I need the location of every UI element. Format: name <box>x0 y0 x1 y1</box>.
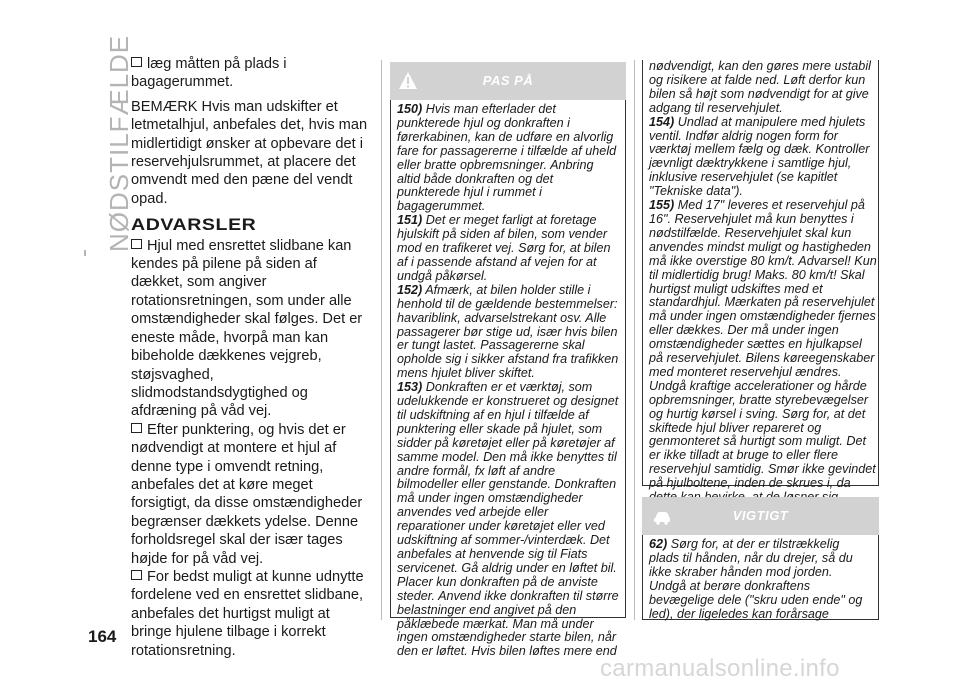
paragraph: Hjul med ensrettet slidbane kan kendes på pilene på siden af dækket, som angiver rotationsretningen, som under alle omstændigheder skal følges. Det er eneste måde, hvorpå man kan bibeholde dækkenes vejgreb, støjsvaghed, slidmodstandsdygtighed og afdræning på våd vej. <box>131 237 363 420</box>
checkbox-bullet-icon <box>131 239 142 249</box>
important-box-body <box>642 535 879 620</box>
watermark: carmanualsonline.info <box>600 655 840 682</box>
warning-item: 152) Afmærk, at bilen holder stille i henhold til de gældende bestemmelser: havariblink, advarselstrekant osv. Alle passagerer bør stige ud, især hvis bilen er tungt lastet. Passagererne skal opholde sig i sikker afstand fra trafikken mens hjulet bliver skiftet. <box>397 282 619 381</box>
note-paragraph: BEMÆRK Hvis man udskifter et letmetalhjul, anbefales det, hvis man midlertidigt ønsker at opbevare det i reservehjulsrummet, at placere det omvendt med den pæne del vendt opad. <box>131 98 368 207</box>
chapter-title-text: NØDSTILFÆLDE <box>104 34 134 252</box>
important-box-header <box>642 497 879 535</box>
warning-box-title: PAS PÅ <box>482 73 534 88</box>
chapter-marker <box>84 250 86 256</box>
paragraph: læg måtten på plads i bagagerummet. <box>131 56 287 91</box>
important-item: 62) Sørg for, at der er tilstrækkelig plads til hånden, når du drejer, så du ikke skraber hånden mod jorden. Undgå at berøre donkraftens bevægelige dele ("skru uden ende" og led), der ligeledes kan forårsage <box>649 537 863 621</box>
warning-text: nødvendigt, kan den gøres mere ustabil og risikere at falde ned. Løft derfor kun bilen så højt som nødvendigt for at give adgang til reservehjulet. <box>649 59 871 115</box>
warning-item: 153) Donkraften er et værktøj, som udelukkende er konstrueret og designet til udskiftning af en hjul i tilfælde af punktering eller skade på hjulet, som sidder på køretøjet eller på køretøjer af samme model. Den må ikke benyttes til andre formål, fx løft af andre bilmodeller eller genstande. Donkraften må under ingen omstændigheder anvendes ved arbejde eller reparationer under køretøjet eller ved udskiftning af sommer-/vinterdæk. Det anbefales at henvende sig til Fiats servicenet. Gå aldrig under en løftet bil. Placer kun donkraften på de anviste steder. Anvend ikke donkraften til større belastninger end angivet på den påklæbede mærkat. Man må under ingen omstændigheder starte bilen, når den er løftet. Hvis bilen løftes mere end <box>397 380 619 659</box>
checkbox-bullet-icon <box>131 423 142 433</box>
box-continuation-border-left <box>642 60 643 485</box>
warning-item: 154) Undlad at manipulere med hjulets ventil. Indfør aldrig nogen form for værktøj mellem fælg og dæk. Kontroller jævnligt dæktrykkene i samtlige hjul, inklusive reservehjulet (se kapitlet "Tekniske data"). <box>649 114 870 199</box>
chapter-title <box>78 34 134 252</box>
section-heading: ADVARSLER <box>131 215 257 235</box>
main-text-column <box>131 55 371 660</box>
important-box-title: VIGTIGT <box>732 508 789 523</box>
warning-item: 155) Med 17" leveres et reservehjul på 16". Reservehjulet må kun benyttes i nødstilfælde. Reservehjulet skal kun anvendes mindst muligt og hastigheden må ikke overstige 80 km/t. Advarsel! Kun til midlertidig brug! Maks. 80 km/t! Skal hurtigst muligt udskiftes med et standardhjul. Mærkaten på reservehjulet må under ingen omstændigheder fjernes eller dækkes. Der må under ingen omstændigheder sættes en hjulkapsel på reservehjulet. Bilens køreegenskaber med monteret reservehjul ændres. Undgå kraftige accelerationer og hårde opbremsninger, bratte styrebevægelser og hurtig kørsel i sving. Sørg for, at det skiftede hjul bliver repareret og genmonteret så hurtigt som muligt. Det er ikke tilladt at bruge to eller flere reservehjul samtidig. Smør ikke gevindet på hjulboltene, inden de skrues i, da <box>649 198 877 491</box>
warning-box-header <box>390 62 626 100</box>
warning-continuation <box>649 60 877 505</box>
column-divider <box>381 60 382 620</box>
paragraph: Efter punktering, og hvis det er nødvendigt at montere et hjul af denne type i omvendt retning, anbefales det at køre meget forsigtigt, da disse omstændigheder begrænser dækkets ydelse. Denne forholdsregel skal der især tages højde for på våd vej. <box>131 421 363 567</box>
warning-item: 150) Hvis man efterlader det punkterede hjul og donkraften i førerkabinen, kan de udføre en alvorlig fare for passagererne i tilfælde af uheld eller bratte opbremsninger. Anbring altid både donkraften og det punkterede hjul i rummet i bagagerummet. <box>397 102 617 214</box>
warning-box-body <box>390 100 626 659</box>
paragraph: For bedst muligt at kunne udnytte fordelene ved en ensrettet slidbane, anbefales det hurtigst muligt at bringe hjulene tilbage i korrekt rotationsretning. <box>131 568 364 659</box>
page-number: 164 <box>88 627 117 646</box>
box-continuation-border-right <box>878 60 879 485</box>
checkbox-bullet-icon <box>131 57 142 67</box>
checkbox-bullet-icon <box>131 570 142 580</box>
warning-item: 151) Det er meget farligt at foretage hjulskift på siden af bilen, som vender mod en trafikeret vej. Sørg for, at bilen af i passende afstand af vejen for at undgå påkørsel. <box>397 213 611 283</box>
column-divider <box>634 60 635 620</box>
